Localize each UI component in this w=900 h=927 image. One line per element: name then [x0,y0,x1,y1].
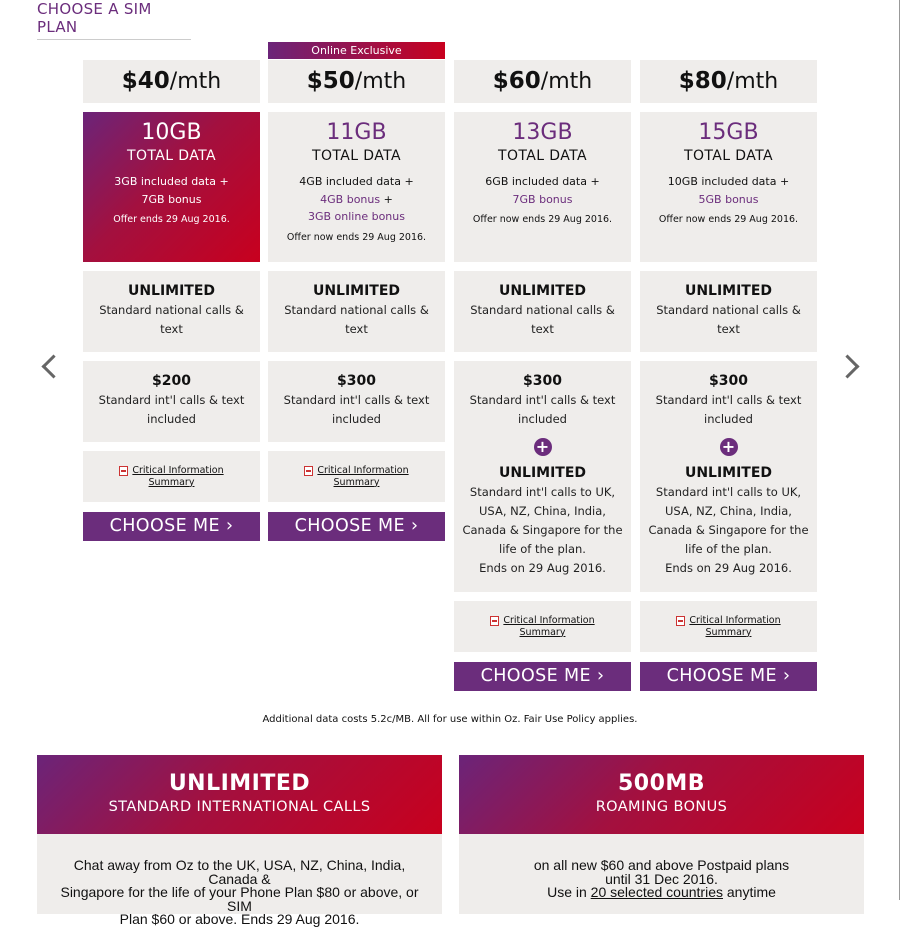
choose-me-button[interactable] [268,512,445,541]
plan-data-box [83,112,260,262]
cis-line: Critical Information [689,614,781,626]
promo-banner [459,755,864,834]
button-label: CHOOSE ME [666,666,778,686]
plan-price [83,60,260,103]
included-data [640,173,817,208]
intl-extra-heading: UNLIMITED [684,465,773,481]
selected-countries-link[interactable]: 20 selected countries [590,884,723,900]
calls-text: Standard national calls & text [656,303,801,336]
cis-link-text[interactable] [490,615,594,639]
included-line: 3GB included data + [114,175,229,188]
bonus-suffix: + [380,192,393,206]
chevron-right-icon: › [410,516,419,536]
intl-extra-text: Standard int'l calls to UK, USA, NZ, China, India, Canada & Singapore for the life of the plan. [462,485,623,556]
intl-text: Standard int'l calls & text included [655,393,802,426]
plan-data-box [640,112,817,262]
promo-body-line: until 31 Dec 2016. [605,870,718,887]
promo-unlimited-intl-calls [37,755,442,927]
calls-heading: UNLIMITED [498,283,587,299]
cis-line: Summary [333,476,380,488]
included-data [454,173,631,208]
national-calls-box [83,271,260,352]
offer-text: Offer now ends 29 Aug 2016. [658,214,799,225]
chevron-right-icon: › [225,516,234,536]
plan-card-50 [268,60,445,541]
cis-line: Critical Information [132,464,224,476]
choose-me-button[interactable] [640,662,817,691]
bonus-line: 7GB bonus [512,192,573,206]
choose-me-button[interactable] [83,512,260,541]
price-unit: /mth [726,69,779,94]
included-data [268,173,445,226]
plus-icon: + [720,438,738,456]
intl-heading: $200 [152,373,191,389]
data-amount: 11GB [326,120,387,145]
calls-text: Standard national calls & text [284,303,429,336]
promo-headline: 500MB [617,771,706,796]
data-amount: 13GB [512,120,573,145]
intl-heading: $300 [337,373,376,389]
price-unit: /mth [540,69,593,94]
promo-body-line: on all new $60 and above Postpaid plans [533,857,790,873]
pdf-icon [119,466,128,476]
price-amount: $40 [121,68,170,94]
chevron-right-icon: › [596,666,605,686]
promo-body-line: Singapore for the life of your Phone Plan $80 or above, or SIM [60,884,419,914]
promo-body [459,834,864,914]
plan-data-box [268,112,445,262]
intl-extra-text: Standard int'l calls to UK, USA, NZ, China, India, Canada & Singapore for the life of the plan. [648,485,809,556]
data-amount: 15GB [698,120,759,145]
plan-price [640,60,817,103]
pdf-icon [676,616,685,626]
offer-text: Offer now ends 29 Aug 2016. [286,231,427,243]
online-exclusive-badge: Online Exclusive [268,42,445,59]
price-unit: /mth [169,69,222,94]
plan-card-80 [640,60,817,691]
promo-text: Use in [547,884,591,900]
online-bonus-line: 3GB online bonus [307,210,405,223]
promo-subheadline: STANDARD INTERNATIONAL CALLS [108,799,371,815]
intl-heading: $300 [523,373,562,389]
plan-card-40 [83,60,260,541]
cis-link-text[interactable] [304,465,408,489]
offer-text: Offer now ends 29 Aug 2016. [472,214,613,225]
bonus-line [268,191,445,209]
data-label: TOTAL DATA [127,148,216,164]
intl-calls-box [83,361,260,442]
price-amount: $60 [492,68,541,94]
section-title: CHOOSE A SIM PLAN [37,0,191,40]
calls-heading: UNLIMITED [684,283,773,299]
chevron-right-icon: › [782,666,791,686]
data-amount: 10GB [141,120,202,145]
intl-text: Standard int'l calls & text included [283,393,430,426]
critical-information-summary-link[interactable] [640,601,817,652]
price-unit: /mth [354,69,407,94]
critical-information-summary-link[interactable] [268,451,445,502]
button-label: CHOOSE ME [109,516,221,536]
price-amount: $50 [306,68,355,94]
plan-card-60 [454,60,631,691]
button-label: CHOOSE ME [480,666,592,686]
intl-calls-box [640,361,817,592]
plan-price [268,60,445,103]
pdf-icon [490,616,499,626]
promo-banner [37,755,442,834]
cis-line: Summary [705,626,752,638]
calls-text: Standard national calls & text [470,303,615,336]
data-label: TOTAL DATA [498,148,587,164]
promo-roaming-bonus [459,755,864,914]
national-calls-box [268,271,445,352]
chevron-left-icon[interactable] [41,354,65,378]
promo-subheadline: ROAMING BONUS [595,799,728,815]
included-line: 10GB included data + [667,175,790,188]
promo-text: anytime [722,884,776,900]
bonus-line: 7GB bonus [141,192,202,206]
intl-text: Standard int'l calls & text included [469,393,616,426]
promo-body-line: Plan $60 or above. Ends 29 Aug 2016. [119,911,360,927]
promo-body-line: Chat away from Oz to the UK, USA, NZ, China, India, Canada & [73,857,406,887]
national-calls-box [640,271,817,352]
chevron-right-icon[interactable] [835,354,859,378]
critical-information-summary-link[interactable] [83,451,260,502]
cis-line: Summary [148,476,195,488]
choose-me-button[interactable] [454,662,631,691]
footnote: Additional data costs 5.2c/MB. All for use within Oz. Fair Use Policy applies. [262,714,638,725]
intl-calls-box [454,361,631,592]
cis-line: Critical Information [503,614,595,626]
plus-icon: + [534,438,552,456]
included-line: 4GB included data + [299,175,414,188]
bonus-text: 4GB bonus [320,192,381,206]
cis-line: Critical Information [317,464,409,476]
data-label: TOTAL DATA [312,148,401,164]
critical-information-summary-link[interactable] [454,601,631,652]
pdf-icon [304,466,313,476]
intl-extra-heading: UNLIMITED [498,465,587,481]
intl-extra-ends: Ends on 29 Aug 2016. [479,561,606,575]
promo-body-line [479,886,844,900]
intl-text: Standard int'l calls & text included [98,393,245,426]
price-amount: $80 [678,68,727,94]
cis-line: Summary [519,626,566,638]
offer-text: Offer ends 29 Aug 2016. [113,214,230,225]
calls-heading: UNLIMITED [127,283,216,299]
calls-text: Standard national calls & text [99,303,244,336]
bonus-line: 5GB bonus [698,192,759,206]
cis-link-text[interactable] [676,615,780,639]
intl-calls-box [268,361,445,442]
cis-link-text[interactable] [119,465,223,489]
intl-extra-ends: Ends on 29 Aug 2016. [665,561,792,575]
national-calls-box [454,271,631,352]
plan-price [454,60,631,103]
included-line: 6GB included data + [485,175,600,188]
included-data [83,173,260,208]
data-label: TOTAL DATA [684,148,773,164]
intl-heading: $300 [709,373,748,389]
promo-headline: UNLIMITED [168,771,311,796]
promo-body [37,834,442,927]
calls-heading: UNLIMITED [312,283,401,299]
plan-data-box [454,112,631,262]
button-label: CHOOSE ME [294,516,406,536]
